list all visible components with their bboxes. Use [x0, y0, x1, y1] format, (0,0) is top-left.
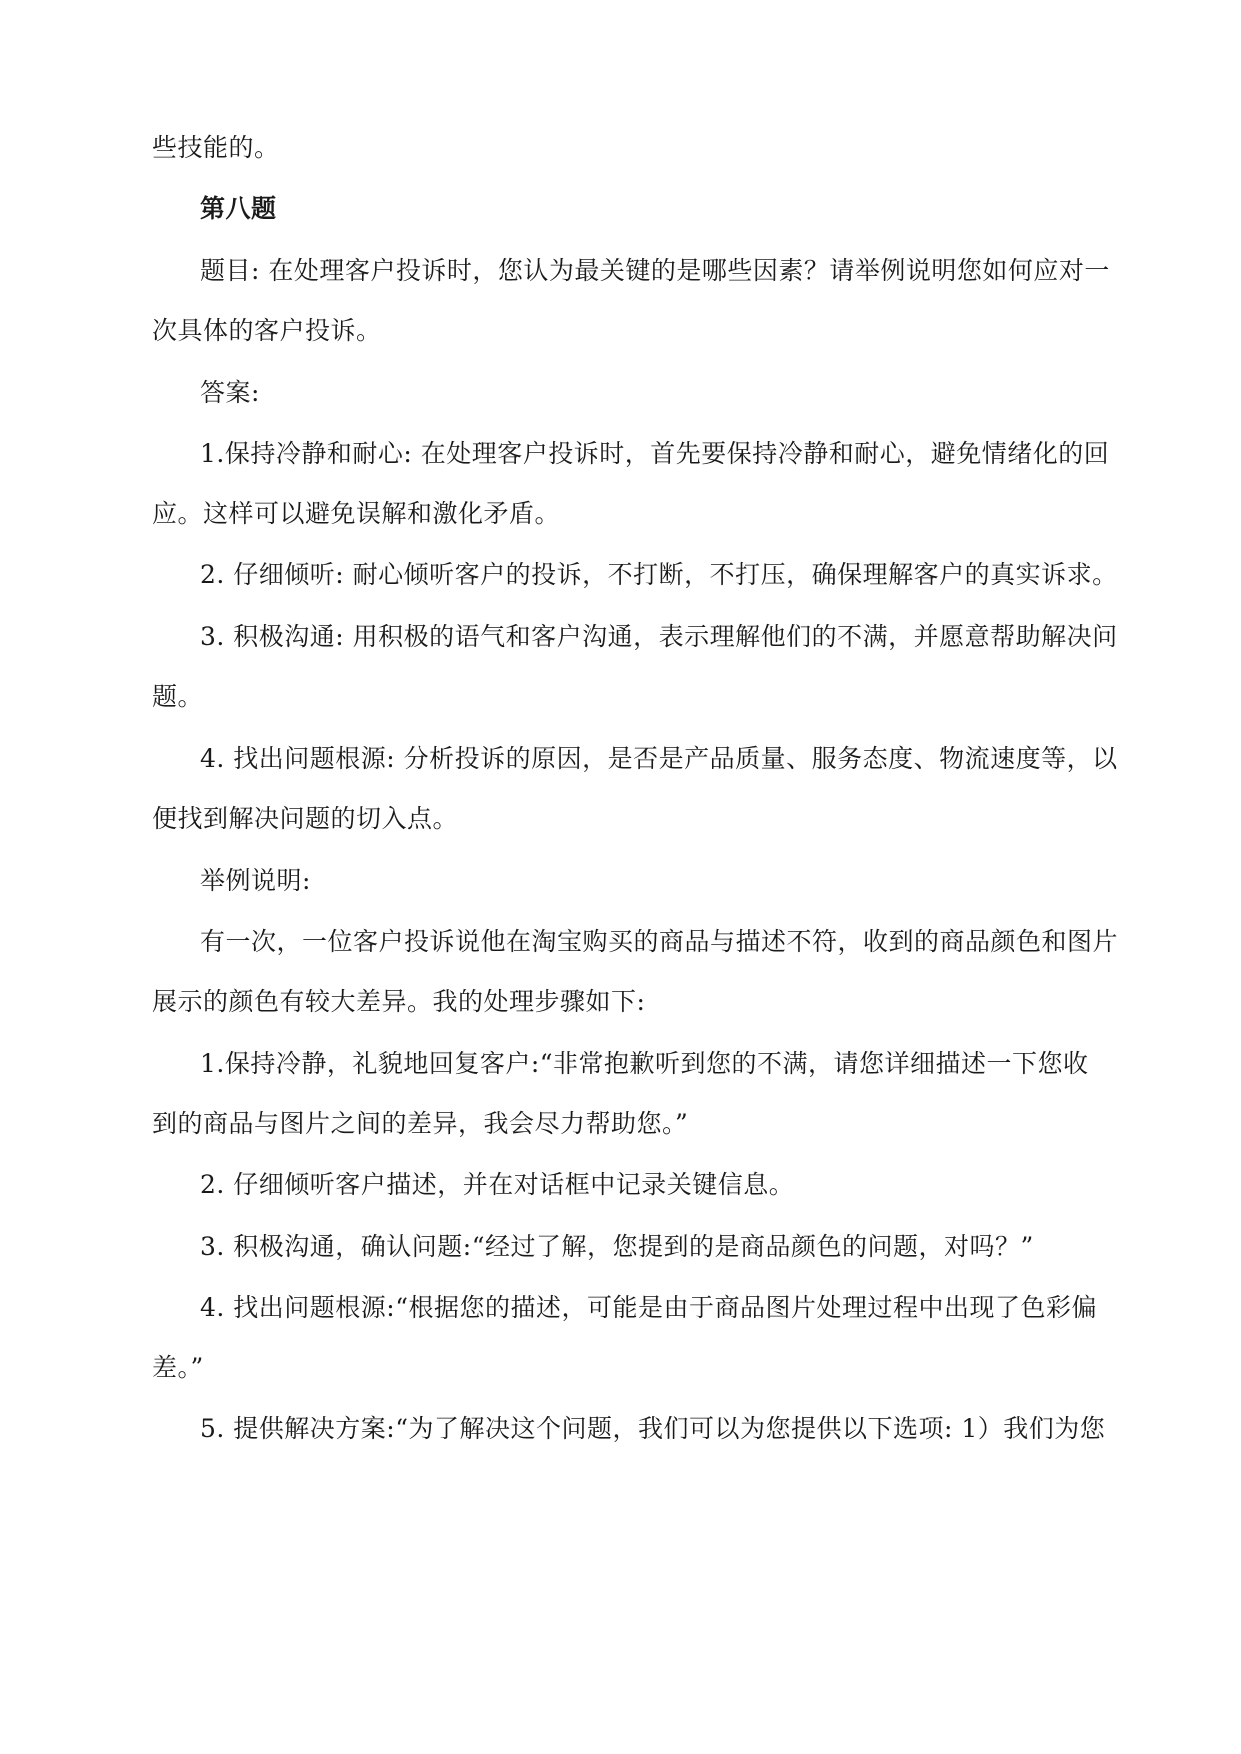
- example-label: 举例说明:: [200, 866, 311, 895]
- answer-line: 便找到解决问题的切入点。: [152, 804, 459, 833]
- answer-line: 应。这样可以避免误解和激化矛盾。: [152, 499, 561, 528]
- example-line: 5. 提供解决方案:“为了解决这个问题，我们可以为您提供以下选项: 1）我们为您: [200, 1414, 1106, 1443]
- example-line: 3. 积极沟通，确认问题:“经过了解，您提到的是商品颜色的问题，对吗？”: [200, 1232, 1034, 1261]
- paragraph-line: 些技能的。: [152, 133, 280, 162]
- answer-line: 3. 积极沟通: 用积极的语气和客户沟通，表示理解他们的不满，并愿意帮助解决问: [200, 622, 1118, 651]
- answer-line: 2. 仔细倾听: 耐心倾听客户的投诉，不打断，不打压，确保理解客户的真实诉求。: [200, 560, 1118, 589]
- answer-line: 4. 找出问题根源: 分析投诉的原因，是否是产品质量、服务态度、物流速度等，以: [200, 744, 1118, 773]
- example-line: 4. 找出问题根源:“根据您的描述，可能是由于商品图片处理过程中出现了色彩偏: [200, 1293, 1098, 1322]
- example-line: 有一次，一位客户投诉说他在淘宝购买的商品与描述不符，收到的商品颜色和图片: [200, 927, 1119, 956]
- answer-label: 答案:: [200, 378, 260, 407]
- example-line: 展示的颜色有较大差异。我的处理步骤如下:: [152, 987, 646, 1016]
- example-line: 1.保持冷静，礼貌地回复客户:“非常抱歉听到您的不满，请您详细描述一下您收: [200, 1049, 1089, 1078]
- answer-line: 1.保持冷静和耐心: 在处理客户投诉时，首先要保持冷静和耐心，避免情绪化的回: [200, 439, 1110, 468]
- example-line: 到的商品与图片之间的差异，我会尽力帮助您。”: [152, 1109, 689, 1138]
- example-line: 差。”: [152, 1353, 204, 1382]
- section-heading: 第八题: [200, 194, 277, 223]
- example-line: 2. 仔细倾听客户描述，并在对话框中记录关键信息。: [200, 1170, 795, 1199]
- question-line: 题目: 在处理客户投诉时，您认为最关键的是哪些因素？请举例说明您如何应对一: [200, 256, 1110, 285]
- answer-line: 题。: [152, 682, 204, 711]
- question-line: 次具体的客户投诉。: [152, 316, 382, 345]
